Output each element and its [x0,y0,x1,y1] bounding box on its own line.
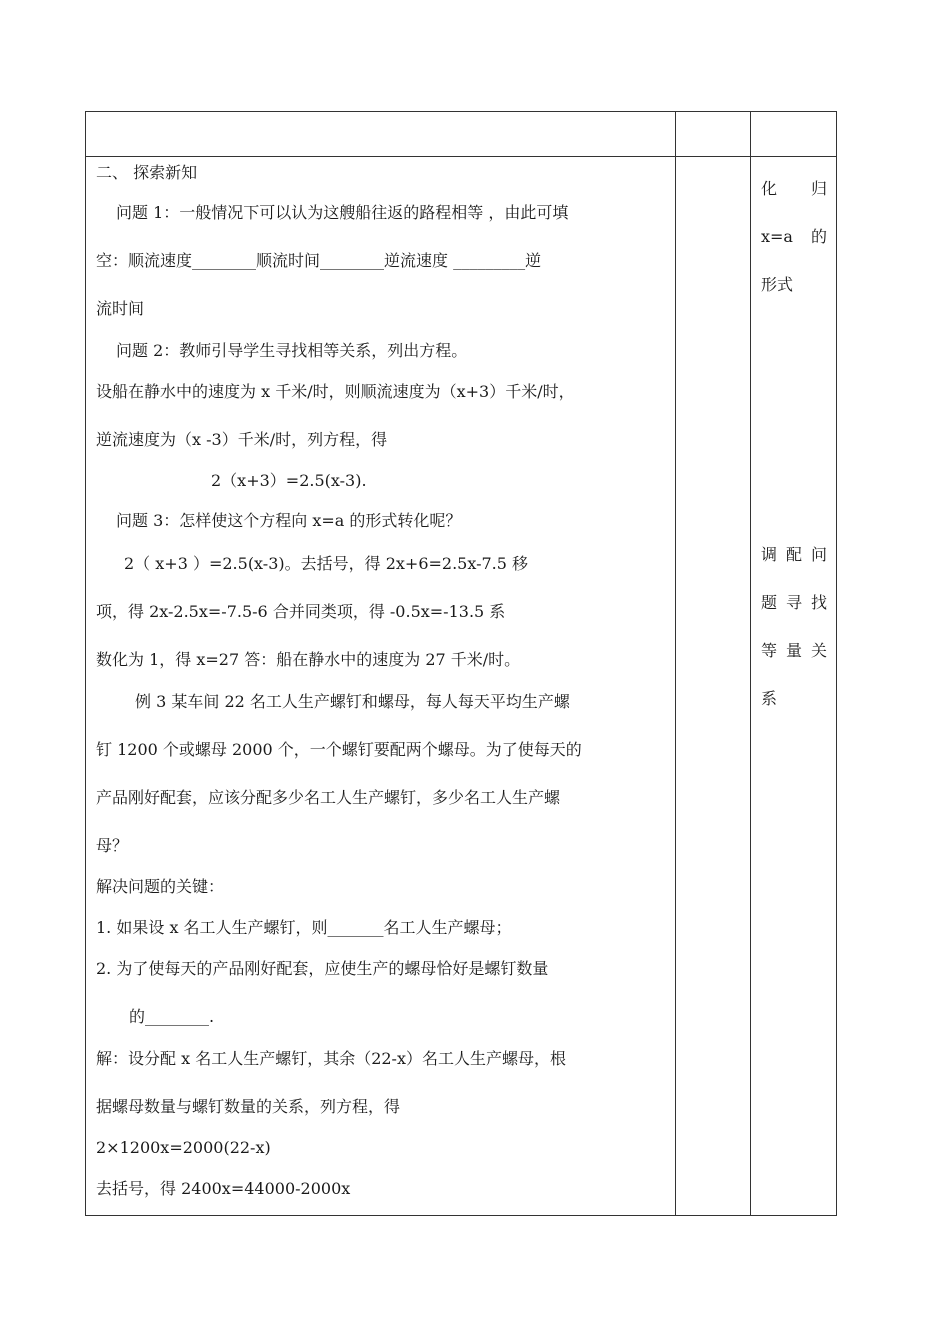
middle-cell [676,157,751,1216]
question-1-line-1: 问题 1：一般情况下可以认为这艘船往返的路程相等 ，由此可填 [116,203,569,222]
equation-1: 2（x+3）=2.5(x-3). [211,471,367,490]
body-row [86,157,837,1216]
notes-cell [751,157,837,1216]
example-3-line-1: 例 3 某车间 22 名工人生产螺钉和螺母，每人每天平均生产螺 [135,692,570,711]
header-row [86,112,837,157]
note-2-line-3: 等 量 关 [761,641,827,660]
solution-ex-expand: 去括号，得 2400x=44000-2000x [96,1179,351,1198]
content-cell [86,157,676,1216]
question-2: 问题 2：教师引导学生寻找相等关系，列出方程。 [116,341,468,360]
question-1-line-2: 空：顺流速度________顺流时间________逆流速度 _________逆 [96,251,542,270]
note-2-line-4: 系 [761,689,778,708]
solution-line-3: 数化为 1，得 x=27 答：船在静水中的速度为 27 千米/时。 [96,650,521,669]
note-2-line-2: 题 寻 找 [761,593,827,612]
header-cell-middle [676,112,751,157]
question-3: 问题 3：怎样使这个方程向 x=a 的形式转化呢？ [116,511,462,530]
note-1-line-2: x=a 的 [761,227,827,246]
key-point-1: 1. 如果设 x 名工人生产螺钉，则_______名工人生产螺母； [96,918,512,937]
question-1-line-3: 流时间 [96,299,145,318]
section-heading: 二、 探索新知 [96,163,198,182]
header-cell-content [86,112,676,157]
question-2-line-2: 逆流速度为（x -3）千米/时，列方程，得 [96,430,388,449]
key-point-2: 2. 为了使每天的产品刚好配套，应使生产的螺母恰好是螺钉数量 [96,959,549,978]
solution-line-2: 项，得 2x-2.5x=-7.5-6 合并同类项，得 -0.5x=-13.5 系 [96,602,506,621]
question-2-line-1: 设船在静水中的速度为 x 千米/时，则顺流速度为（x+3）千米/时， [96,382,575,401]
example-3-line-2: 钉 1200 个或螺母 2000 个，一个螺钉要配两个螺母。为了使每天的 [96,740,582,759]
key-heading: 解决问题的关键： [96,877,225,896]
solution-line-1: 2（ x+3 ）=2.5(x-3)。去括号，得 2x+6=2.5x-7.5 移 [124,554,529,573]
header-cell-notes [751,112,837,157]
key-point-2-cont: 的________. [129,1007,215,1026]
solution-ex-line-1: 解：设分配 x 名工人生产螺钉，其余（22-x）名工人生产螺母，根 [96,1049,566,1068]
example-3-line-4: 母？ [96,836,129,855]
example-3-line-3: 产品刚好配套，应该分配多少名工人生产螺钉，多少名工人生产螺 [96,788,561,807]
note-1-line-3: 形式 [761,275,794,294]
note-2-line-1: 调 配 问 [761,545,827,564]
note-1-line-1: 化 归 [761,179,827,198]
lesson-table [85,111,837,1216]
solution-ex-equation: 2×1200x=2000(22-x) [96,1138,271,1157]
solution-ex-line-2: 据螺母数量与螺钉数量的关系，列方程，得 [96,1097,401,1116]
